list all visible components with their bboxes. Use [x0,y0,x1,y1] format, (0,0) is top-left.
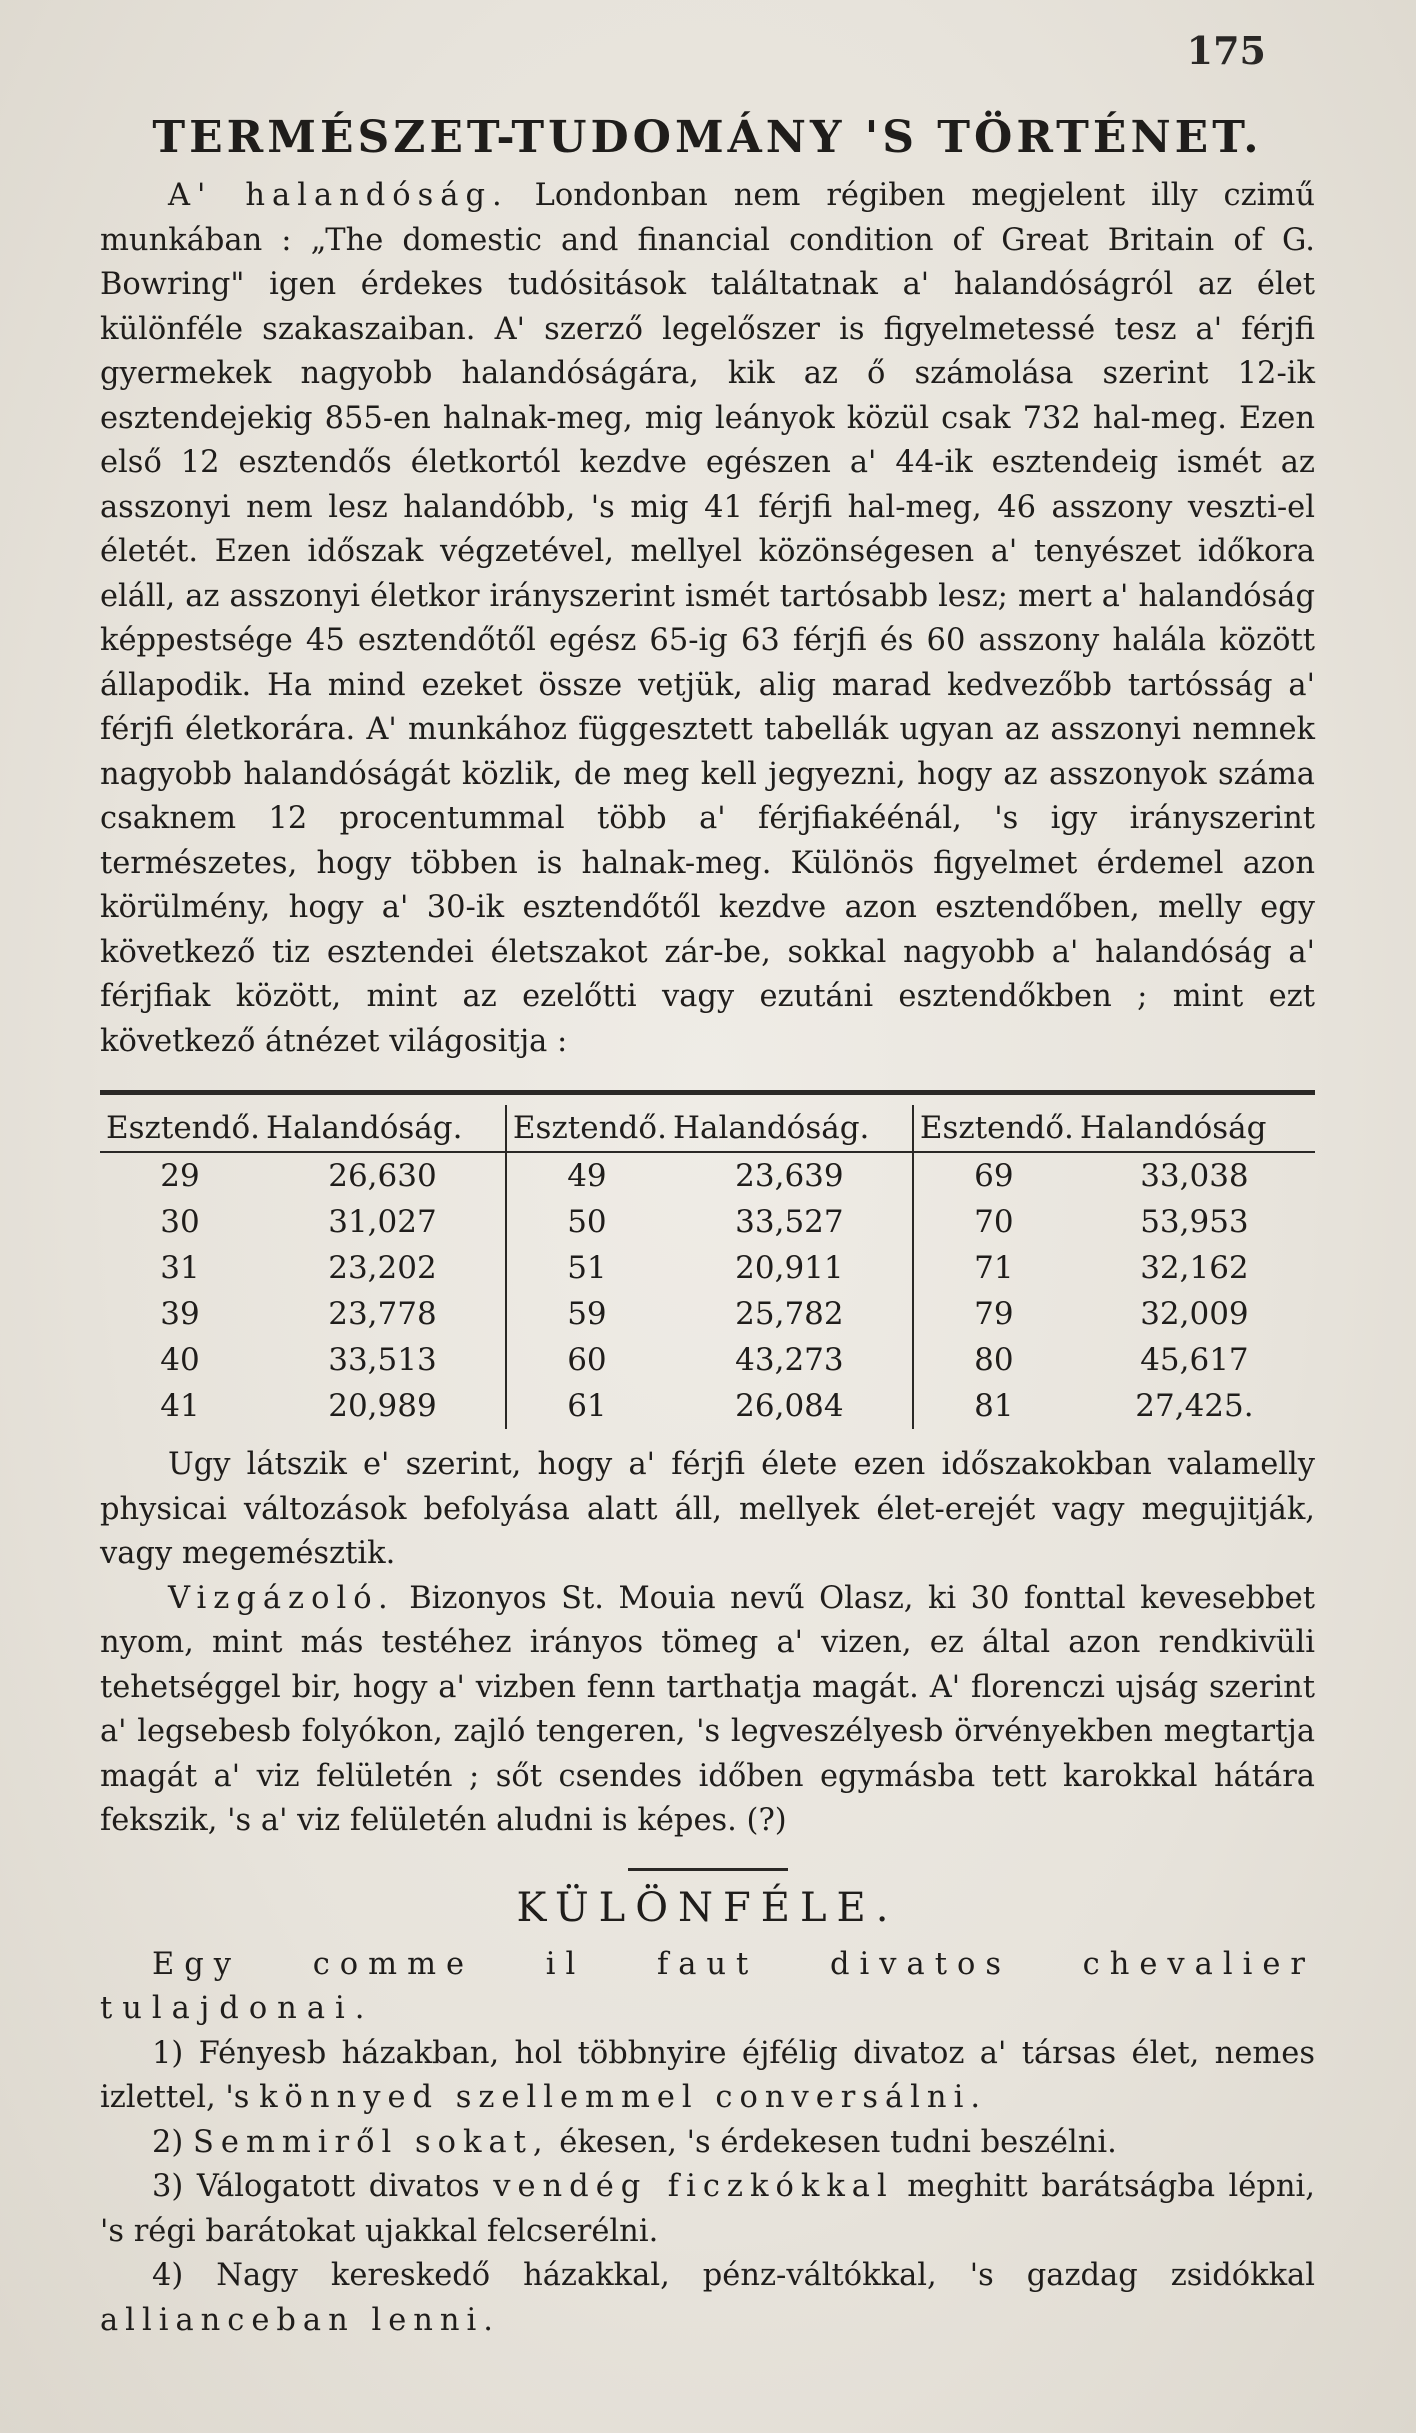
list-item-number: 2) [152,2124,184,2160]
list-item-text: Válogatott divatos [183,2169,494,2204]
table-cell: 33,038 [1140,1158,1249,1194]
mortality-table-block [100,1090,1315,1429]
header-year-3: Esztendő. [913,1105,1074,1152]
table-cell: 20,911 [735,1250,844,1286]
list-item-number: 4) [152,2258,184,2293]
list-intro: Egy comme il faut divatos chevalier tulajdonai. [100,1946,1315,2026]
table-cell: 60 [506,1337,667,1383]
table-cell: 27,425. [1135,1388,1254,1424]
mortality-text: Londonban nem régiben megjelent illy czimű munkában : „The domestic and financial condition of Great Britain of G. Bowring" igen érdekes tudósitások találtatnak a' halandóságról az élet különféle szakaszaiban. A' szerző legelőszer is figyelmetessé tesz a' férjfi gyermekek nagyobb halandóságára, kik az ő számolása szerint 12-ik esztendejekig 855-en halnak-meg, mig leányok közül csak 732 hal-meg. Ezen első 12 esztendős életkortól kezdve egészen a' 44-ik esztendeig ismét az asszonyi nem lesz halandóbb, 's mig 41 férjfi hal-meg, 46 asszony veszti-el életét. Ezen időszak végzetével, mellyel közönségesen a' tenyészet időkora eláll, az asszonyi életkor irányszerint ismét tartósabb lesz; mert a' halandóság képpestsége 45 esztendőtől egész 65-ig 63 férjfi és 60 asszony halála között állapodik. Ha mind ezeket össze vetjük, alig marad kedvezőbb tartósság a' férjfi életkorára. A' munkához függesztett tabellák ugyan az asszonyi nemnek nagyobb halandóságát közlik, de meg kell jegyezni, hogy az asszonyok száma csaknem 12 procentummal több a' férjfiakéénál, 's igy irányszerint természetes, hogy többen is halnak-meg. Különös figyelmet érdemel azon körülmény, hogy a' 30-ik esztendőtől kezdve azon esztendőben, melly egy következő tiz esztendei életszakot zár-be, sokkal nagyobb a' halandóság a' férjfiak között, mint az ezelőtti vagy ezutáni esztendőkben ; mint ezt következő átnézet világositja : [100,178,1315,1059]
table-cell: 80 [913,1337,1074,1383]
list-item-text: Fényesb házakban, hol többnyire éjfélig divatoz a' társas élet, nemes izlettel, 's [100,2035,1315,2115]
table-cell: 33,513 [328,1342,437,1378]
list-item-number: 1) [152,2035,184,2071]
swimmer-lead: Vizgázoló. [168,1580,395,1616]
table-cell: 39 [160,1296,200,1332]
header-year-1: Esztendő. [100,1105,260,1152]
table-cell: 25,782 [735,1296,844,1332]
section-heading-science-history: TERMÉSZET-TUDOMÁNY 'S TÖRTÉNET. [152,112,1263,163]
table-cell: 71 [913,1245,1074,1291]
table-cell: 43,273 [735,1342,844,1378]
table-cell: 32,162 [1140,1250,1249,1286]
table-cell: 53,953 [1140,1204,1249,1240]
table-cell: 61 [506,1383,667,1429]
table-row [100,1291,1315,1337]
mortality-lead: A' halandóság. [168,178,509,213]
table-cell: 45,617 [1140,1342,1249,1378]
table-cell: 31,027 [328,1204,437,1240]
table-cell: 23,202 [328,1250,437,1286]
list-item-text: Nagy kereskedő házakkal, pénz-váltókkal, 's gazdag zsidókkal [183,2258,1315,2293]
table-cell: 70 [913,1199,1074,1245]
table-cell: 33,527 [735,1204,844,1240]
list-item [100,2121,1315,2166]
table-cell: 32,009 [1140,1296,1249,1332]
page-content [100,112,1315,2343]
table-row [100,1383,1315,1429]
qualities-list [100,1943,1315,2344]
list-item-emphasis: könnyed szellemmel conversálni. [259,2080,988,2115]
list-item-number: 3) [152,2169,184,2204]
list-item-text [183,2125,193,2160]
header-mortality-1: Halandóság. [260,1105,506,1152]
list-item-emphasis: vendég ficzkókkal [493,2169,894,2204]
table-cell: 41 [160,1388,200,1424]
table-header-row [100,1105,1315,1152]
table-top-rule [100,1090,1315,1095]
section-divider [628,1868,788,1871]
table-cell: 79 [913,1291,1074,1337]
header-year-2: Esztendő. [506,1105,667,1152]
mortality-paragraph [100,174,1315,1064]
list-item [100,2165,1315,2254]
table-cell: 31 [160,1250,200,1286]
table-cell: 29 [160,1158,200,1194]
header-mortality-3: Halandóság [1074,1105,1315,1152]
table-cell: 51 [506,1245,667,1291]
table-cell: 20,989 [328,1388,437,1424]
table-row [100,1245,1315,1291]
header-mortality-2: Halandóság. [667,1105,913,1152]
conclusion-paragraph: Ugy látszik e' szerint, hogy a' férjfi élete ezen időszakokban valamelly physicai változások befolyása alatt áll, mellyek élet-erejét vagy megujitják, vagy megemésztik. [100,1447,1315,1571]
table-cell: 26,630 [328,1158,437,1194]
list-item-text: ékesen, 's érdekesen tudni beszélni. [549,2124,1117,2160]
table-cell: 69 [913,1152,1074,1199]
list-item-emphasis: Semmiről sokat, [193,2124,550,2160]
list-item [100,2032,1315,2121]
list-item-text: meghitt barátságba lépni, 's régi barátokat ujakkal felcserélni. [100,2169,1315,2249]
mortality-table [100,1105,1315,1429]
table-row [100,1337,1315,1383]
table-cell: 40 [160,1342,200,1378]
table-cell: 49 [506,1152,667,1199]
table-cell: 23,639 [735,1158,844,1194]
table-cell: 30 [160,1204,200,1240]
table-cell: 26,084 [735,1388,844,1424]
table-row [100,1152,1315,1199]
table-cell: 23,778 [328,1296,437,1332]
page-number: 175 [1186,28,1266,73]
table-cell: 50 [506,1199,667,1245]
table-cell: 81 [913,1383,1074,1429]
swimmer-paragraph [100,1577,1315,1844]
section-heading-miscellany: KÜLÖNFÉLE. [516,1884,899,1931]
list-item [100,2254,1315,2343]
swimmer-text: Bizonyos St. Mouia nevű Olasz, ki 30 fonttal kevesebbet nyom, mint más testéhez irányos tömeg a' vizen, ez által azon rendkivüli tehetséggel bir, hogy a' vizben fenn tarthatja magát. A' florenczi ujság szerint a' legsebesb folyókon, zajló tengeren, 's legveszélyesb örvényekben megtartja magát a' viz felületén ; sőt csendes időben egymásba tett karokkal hátára fekszik, 's a' viz felületén aludni is képes. (?) [100,1580,1315,1838]
list-item-emphasis: allianceban lenni. [100,2302,500,2338]
table-cell: 59 [506,1291,667,1337]
table-row [100,1199,1315,1245]
